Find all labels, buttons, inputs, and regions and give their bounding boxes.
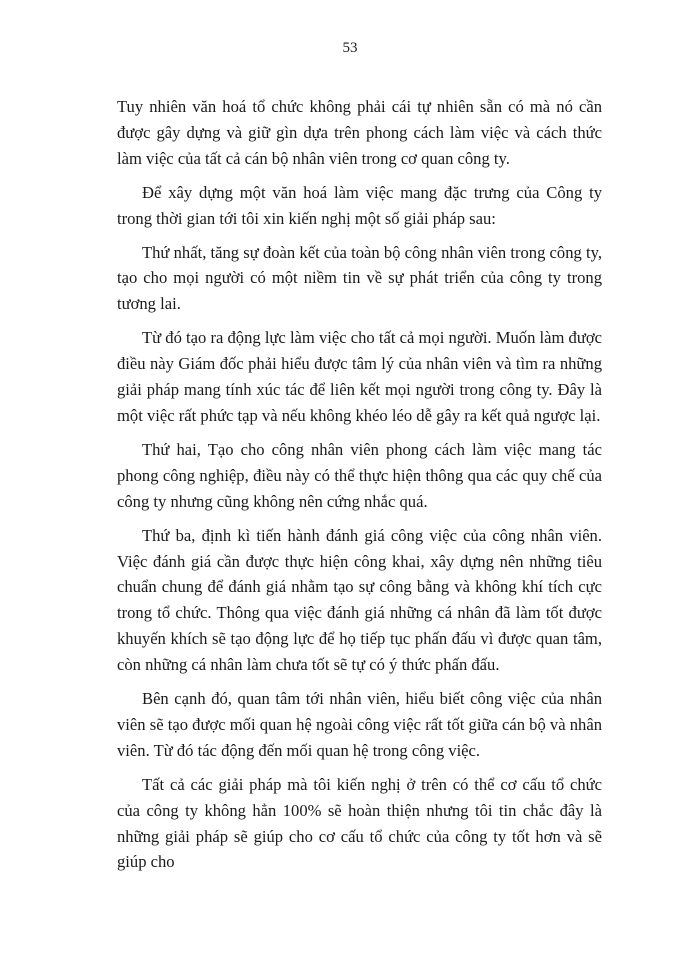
paragraph: Tất cả các giải pháp mà tôi kiến nghị ở trên có thể cơ cấu tổ chức của công ty không hẳn 100% sẽ hoàn thiện nhưng tôi tin chắc đây là những giải pháp sẽ giúp cho cơ cấu tổ chức của công ty tốt hơn và sẽ giúp cho: [117, 774, 602, 872]
paragraph: Từ đó tạo ra động lực làm việc cho tất cả mọi người. Muốn làm được điều này Giám đốc phải hiểu được tâm lý của nhân viên và tìm ra những giải pháp mang tính xúc tác để liên kết mọi người trong công ty. Đây là một việc rất phức tạp và nếu không khéo léo dễ gây ra kết quả ngược lại.: [117, 328, 602, 425]
paragraph: Thứ nhất, tăng sự đoàn kết của toàn bộ công nhân viên trong công ty, tạo cho mọi người có một niềm tin về sự phát triển của công ty trong tương lai.: [117, 242, 602, 314]
paragraph: Thứ ba, định kì tiến hành đánh giá công việc của công nhân viên. Việc đánh giá cần được thực hiện công khai, xây dựng nên những tiêu chuẩn chung để đánh giá nhằm tạo sự công bằng và không khí tích cực trong tổ chức. Thông qua việc đánh giá những cá nhân đã làm tốt được khuyến khích sẽ tạo động lực để họ tiếp tục phấn đấu vì được quan tâm, còn những cá nhân làm chưa tốt sẽ tự có ý thức phấn đấu.: [117, 525, 602, 675]
paragraph: Tuy nhiên văn hoá tổ chức không phải cái tự nhiên sẵn có mà nó cần được gây dựng và giữ gìn dựa trên phong cách làm việc và cách thức làm việc của tất cả cán bộ nhân viên trong cơ quan công ty.: [117, 97, 602, 168]
paragraph: Bên cạnh đó, quan tâm tới nhân viên, hiểu biết công việc của nhân viên sẽ tạo được mối quan hệ ngoài công việc rất tốt giữa cán bộ và nhân viên. Từ đó tác động đến mối quan hệ trong công việc.: [117, 689, 602, 760]
page-number: 53: [342, 40, 358, 56]
paragraph: Để xây dựng một văn hoá làm việc mang đặc trưng của Công ty trong thời gian tới tôi xin kiến nghị một số giải pháp sau:: [117, 182, 602, 228]
paragraph: Thứ hai, Tạo cho công nhân viên phong cách làm việc mang tác phong công nghiệp, điều này có thể thực hiện thông qua các quy chế của công ty nhưng cũng không nên cứng nhắc quá.: [117, 439, 602, 511]
document-body: [117, 94, 602, 883]
